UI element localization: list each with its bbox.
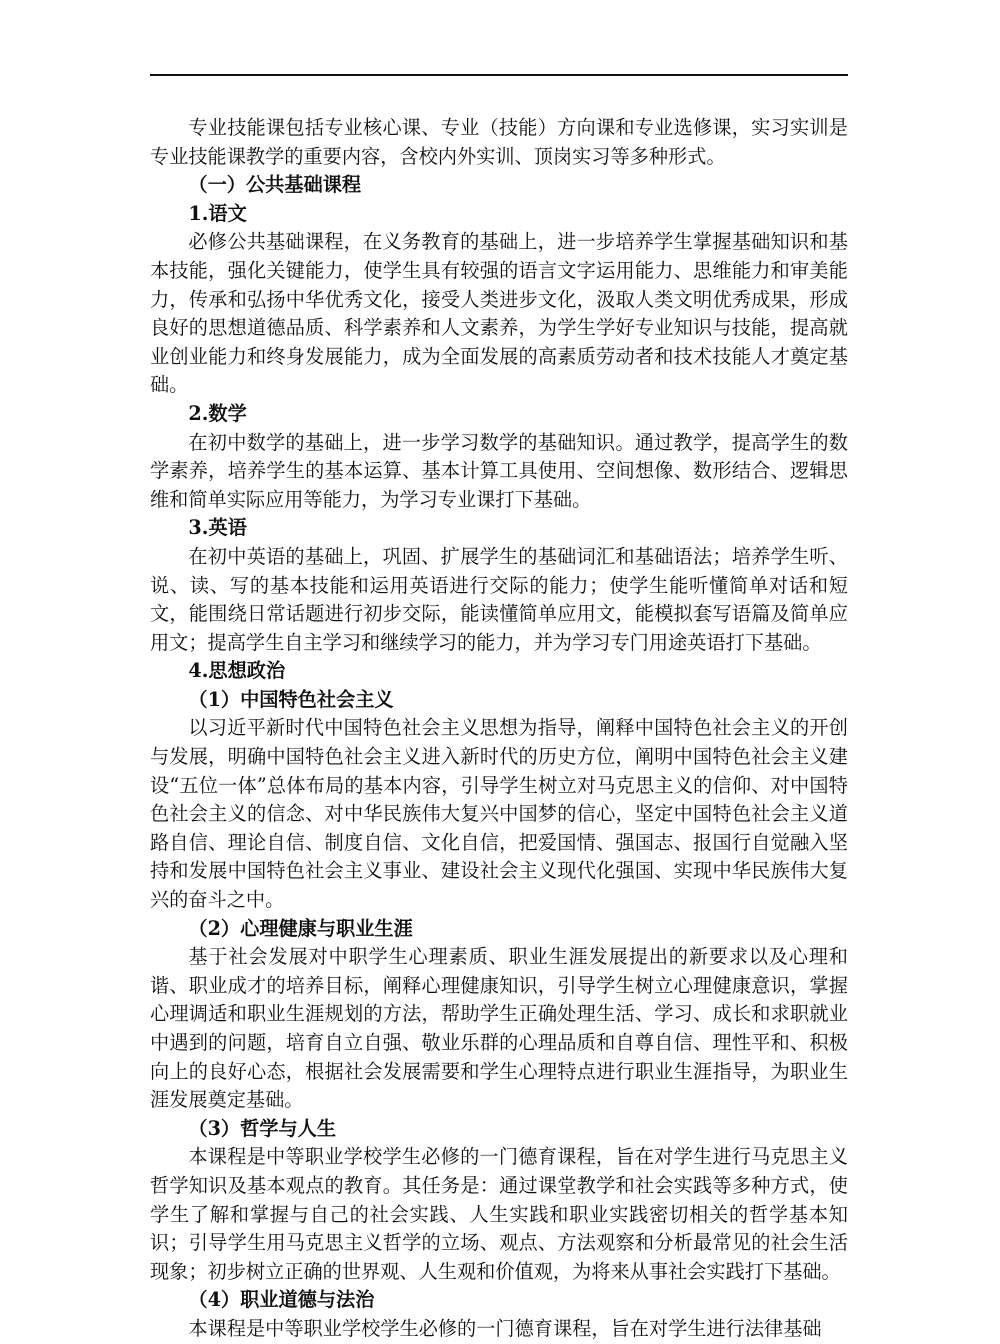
heading-chinese: 1.语文 — [188, 201, 247, 225]
intro-paragraph: 专业技能课包括专业核心课、专业（技能）方向课和专业选修课，实习实训是专业技能课教学的重要内容，含校内外实训、顶岗实习等多种形式。 — [150, 116, 848, 168]
heading-socialism: （1）中国特色社会主义 — [188, 687, 394, 711]
heading-math: 2.数学 — [188, 401, 247, 425]
paragraph-english: 在初中英语的基础上，巩固、扩展学生的基础词汇和基础语法；培养学生听、说、读、写的基本技能和运用英语进行交际的能力；使学生能听懂简单对话和短文，能围绕日常话题进行初步交际，能读懂简单应用文，能模拟套写语篇及简单应用文；提高学生自主学习和继续学习的能力，并为学习专门用途英语打下基础。 — [150, 544, 848, 654]
paragraph-ethics-law: 本课程是中等职业学校学生必修的一门德育课程，旨在对学生进行法律基础 — [188, 1316, 822, 1340]
header-rule — [150, 74, 848, 76]
heading-psychology-career: （2）心理健康与职业生涯 — [188, 916, 413, 940]
heading-politics: 4.思想政治 — [188, 659, 286, 683]
heading-ethics-law: （4）职业道德与法治 — [188, 1288, 375, 1312]
heading-philosophy: （3）哲学与人生 — [188, 1116, 337, 1140]
paragraph-psychology-career: 基于社会发展对中职学生心理素质、职业生涯发展提出的新要求以及心理和谐、职业成才的培养目标，阐释心理健康知识，引导学生树立心理健康意识，掌握心理调适和职业生涯规划的方法，帮助学生正确处理生活、学习、成长和求职就业中遇到的问题，培育自立自强、敬业乐群的心理品质和自尊自信、理性平和、积极向上的良好心态，根据社会发展需要和学生心理特点进行职业生涯指导，为职业生涯发展奠定基础。 — [150, 945, 848, 1112]
paragraph-socialism: 以习近平新时代中国特色社会主义思想为指导，阐释中国特色社会主义的开创与发展，明确中国特色社会主义进入新时代的历史方位，阐明中国特色社会主义建设“五位一体”总体布局的基本内容，引导学生树立对马克思主义的信仰、对中国特色社会主义的信念、对中华民族伟大复兴中国梦的信心，坚定中国特色社会主义道路自信、理论自信、制度自信、文化自信，把爱国情、强国志、报国行自觉融入坚持和发展中国特色社会主义事业、建设社会主义现代化强国、实现中华民族伟大复兴的奋斗之中。 — [150, 716, 848, 912]
paragraph-chinese: 必修公共基础课程，在义务教育的基础上，进一步培养学生掌握基础知识和基本技能，强化关键能力，使学生具有较强的语言文字运用能力、思维能力和审美能力，传承和弘扬中华优秀文化，接受人类进步文化，汲取人类文明优秀成果，形成良好的思想道德品质、科学素养和人文素养，为学生学好专业知识与技能，提高就业创业能力和终身发展能力，成为全面发展的高素质劳动者和技术技能人才奠定基础。 — [150, 230, 848, 397]
heading-english: 3.英语 — [188, 516, 247, 540]
document-body — [150, 114, 848, 1344]
paragraph-philosophy: 本课程是中等职业学校学生必修的一门德育课程，旨在对学生进行马克思主义哲学知识及基本观点的教育。其任务是：通过课堂教学和社会实践等多种方式，使学生了解和掌握与自己的社会实践、人生实践和职业实践密切相关的哲学基本知识；引导学生用马克思主义哲学的立场、观点、方法观察和分析最常见的社会生活现象；初步树立正确的世界观、人生观和价值观，为将来从事社会实践打下基础。 — [150, 1145, 848, 1283]
paragraph-math: 在初中数学的基础上，进一步学习数学的基础知识。通过教学，提高学生的数学素养，培养学生的基本运算、基本计算工具使用、空间想像、数形结合、逻辑思维和简单实际应用等能力，为学习专业课打下基础。 — [150, 430, 848, 511]
section-heading-public-courses: （一）公共基础课程 — [188, 173, 362, 197]
